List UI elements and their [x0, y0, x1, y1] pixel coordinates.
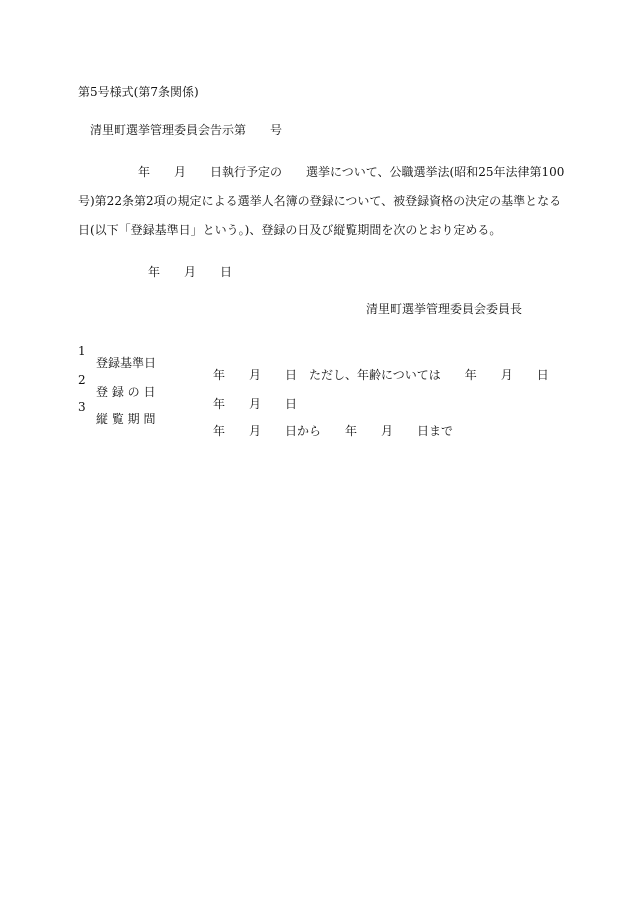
item-value: 年 月 日 ただし、年齢については 年 月 日 — [213, 368, 549, 382]
issuer-name: 清里町選挙管理委員会委員長 — [366, 302, 523, 316]
form-number: 第5号様式(第7条関係) — [78, 85, 199, 99]
item-number: 1 — [78, 344, 86, 358]
item-value: 年 月 日 — [213, 397, 298, 411]
item-label: 登 録 の 日 — [96, 385, 156, 399]
body-line: 号)第22条第2項の規定による選挙人名簿の登録について、被登録資格の決定の基準となる — [78, 194, 562, 208]
item-number: 2 — [78, 373, 86, 387]
body-line: 日(以下「登録基準日」という。)、登録の日及び縦覧期間を次のとおり定める。 — [78, 223, 502, 237]
body-line: 年 月 日執行予定の 選挙について、公職選挙法(昭和25年法律第100 — [78, 165, 565, 179]
item-label: 縦 覧 期 間 — [96, 412, 156, 426]
notice-number: 清里町選挙管理委員会告示第 号 — [90, 123, 283, 137]
item-label: 登録基準日 — [96, 356, 157, 370]
item-value: 年 月 日から 年 月 日まで — [213, 424, 454, 438]
item-number: 3 — [78, 400, 86, 414]
notice-date: 年 月 日 — [148, 265, 233, 279]
